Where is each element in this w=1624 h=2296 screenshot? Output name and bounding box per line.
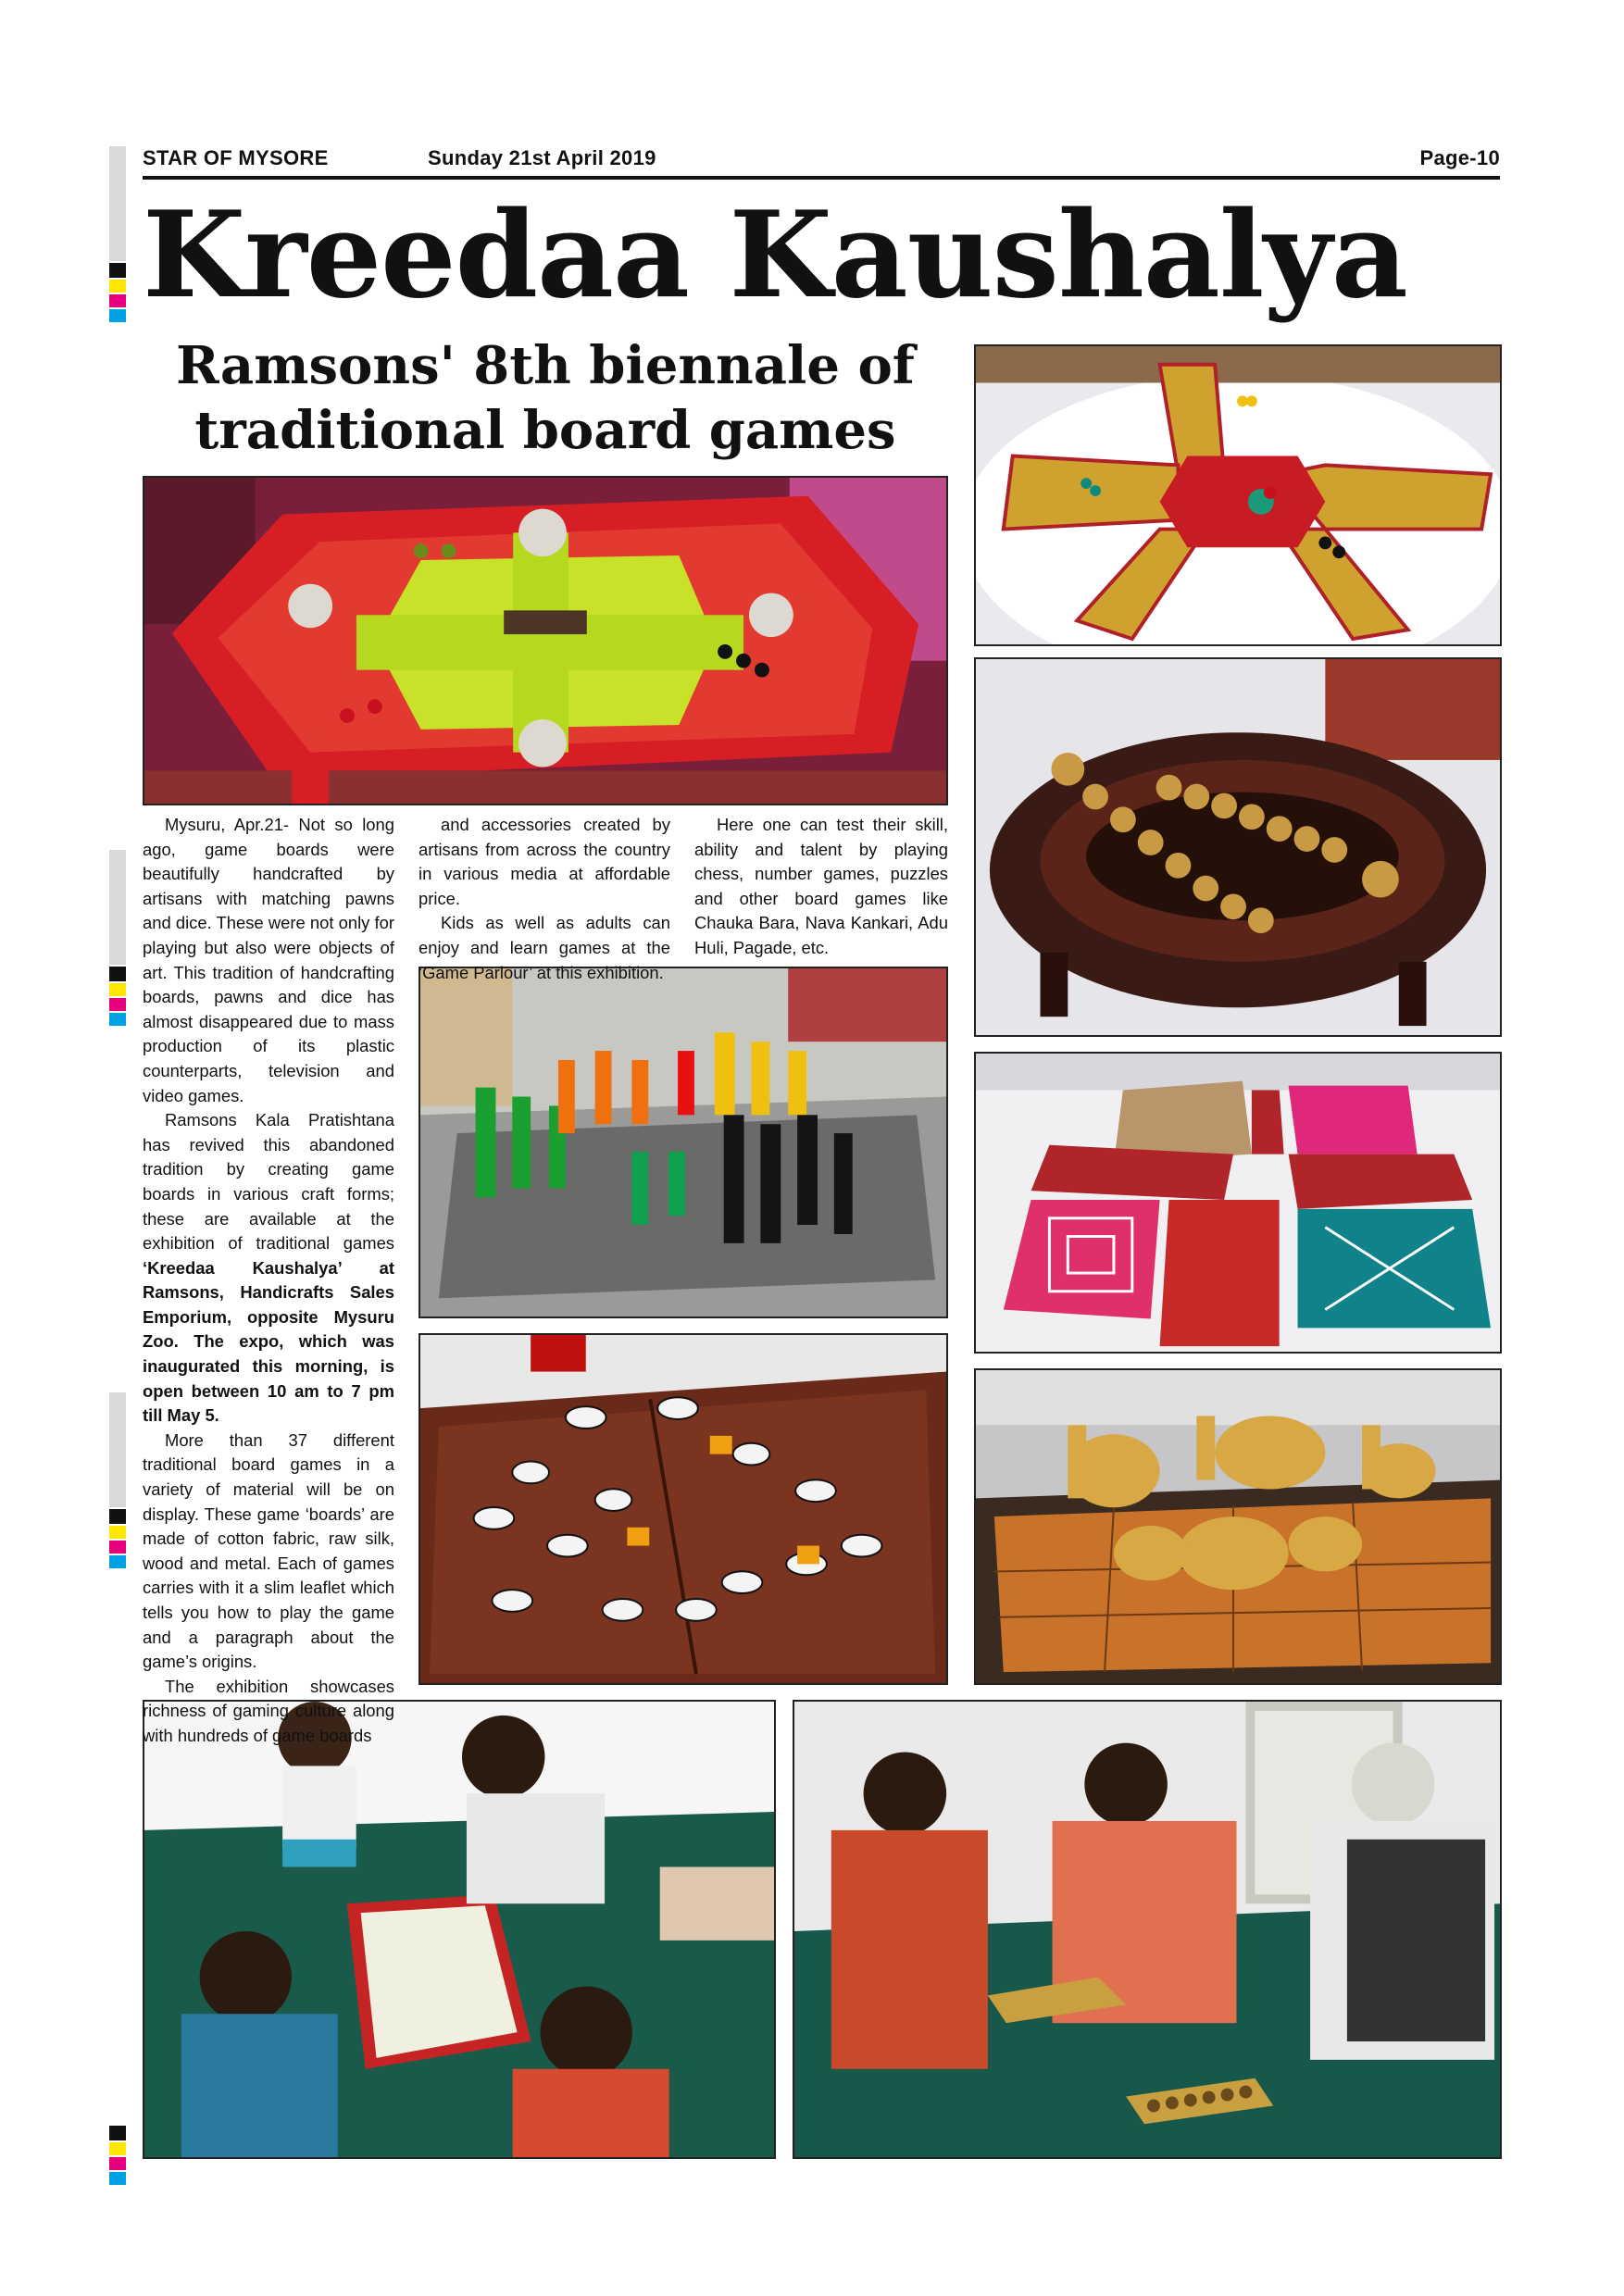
subheadline-line-2: traditional board games bbox=[194, 400, 896, 461]
photo-brass-chess-set bbox=[974, 1368, 1502, 1685]
page-headline: Kreedaa Kaushalya bbox=[143, 186, 1407, 325]
header-rule bbox=[143, 176, 1500, 180]
registration-mark-magenta bbox=[109, 998, 126, 1011]
registration-mark-cyan bbox=[109, 1555, 126, 1568]
photo-carved-wooden-cup-board bbox=[974, 657, 1502, 1037]
photo-children-playing bbox=[143, 1700, 776, 2159]
photo-cross-shaped-cloth-board bbox=[974, 344, 1502, 646]
page-number: Page-10 bbox=[1419, 146, 1500, 169]
registration-mark-black bbox=[109, 263, 126, 278]
margin-gray-bar bbox=[109, 146, 126, 261]
article-paragraph: The exhibition showcases richness of gaming culture along with hundreds of game boards bbox=[143, 1676, 394, 1745]
article-column-3 bbox=[694, 813, 948, 961]
subheadline bbox=[143, 333, 948, 463]
registration-mark-yellow bbox=[109, 2142, 126, 2155]
photo-colourful-wooden-chess bbox=[418, 967, 948, 1318]
margin-gray-bar bbox=[109, 850, 126, 965]
publication-name: STAR OF MYSORE bbox=[143, 146, 329, 169]
photo-cow-and-tiger-pieces bbox=[418, 1333, 948, 1685]
article-paragraph: More than 37 different traditional board games in a variety of material will be on display. These game ‘boards’ are made of cotton fabric, raw silk, wood and metal. Each of games carries with it a slim leaflet which tells you how to play the game and a paragraph about the game’s origins. bbox=[143, 1429, 394, 1672]
registration-mark-cyan bbox=[109, 309, 126, 322]
subheadline-line-1: Ramsons' 8th biennale of bbox=[176, 335, 915, 396]
margin-gray-bar bbox=[109, 1392, 126, 1507]
registration-mark-yellow bbox=[109, 1526, 126, 1539]
registration-mark-cyan bbox=[109, 2172, 126, 2185]
article-paragraph bbox=[143, 1108, 394, 1429]
registration-mark-yellow bbox=[109, 280, 126, 293]
article-column-2 bbox=[418, 813, 670, 985]
registration-mark-black bbox=[109, 1509, 126, 1524]
registration-mark-black bbox=[109, 2126, 126, 2140]
article-text: Ramsons Kala Pratishtana has revived this abandoned tradition by creating game boards in various craft forms; these are available at the exhibition of traditional games bbox=[143, 1110, 394, 1254]
registration-mark-magenta bbox=[109, 1541, 126, 1554]
article-paragraph: Mysuru, Apr.21- Not so long ago, game boards were beautifully handcrafted by artisans with matching pawns and dice. These were not only for playing but also were objects of art. This tradition of handcrafting boards, pawns and dice has almost disappeared due to mass production of its plastic counterparts, television and video games. bbox=[143, 815, 394, 1105]
article-paragraph: Kids as well as adults can enjoy and learn games at the ‘Game Parlour’ at this exhibition. bbox=[418, 913, 670, 982]
registration-mark-cyan bbox=[109, 1013, 126, 1026]
registration-mark-black bbox=[109, 967, 126, 981]
registration-mark-yellow bbox=[109, 983, 126, 996]
article-paragraph: Here one can test their skill, ability and talent by playing chess, number games, puzzles and other board games like Chauka Bara, Nava Kankari, Adu Huli, Pagade, etc. bbox=[694, 815, 948, 957]
registration-mark-magenta bbox=[109, 2157, 126, 2170]
photo-cloth-boards-display bbox=[974, 1052, 1502, 1354]
photo-women-playing bbox=[793, 1700, 1502, 2159]
photo-red-octagonal-board bbox=[143, 476, 948, 805]
article-paragraph: and accessories created by artisans from across the country in various media at affordable price. bbox=[418, 815, 670, 908]
article-bold-text: ‘Kreedaa Kaushalya’ at Ramsons, Handicrafts Sales Emporium, opposite Mysuru Zoo. The expo, which was inaugurated this morning, is open between 10 am to 7 pm till May 5. bbox=[143, 1257, 394, 1426]
article-column-1 bbox=[143, 813, 394, 1749]
registration-mark-magenta bbox=[109, 294, 126, 307]
issue-date: Sunday 21st April 2019 bbox=[428, 146, 656, 169]
